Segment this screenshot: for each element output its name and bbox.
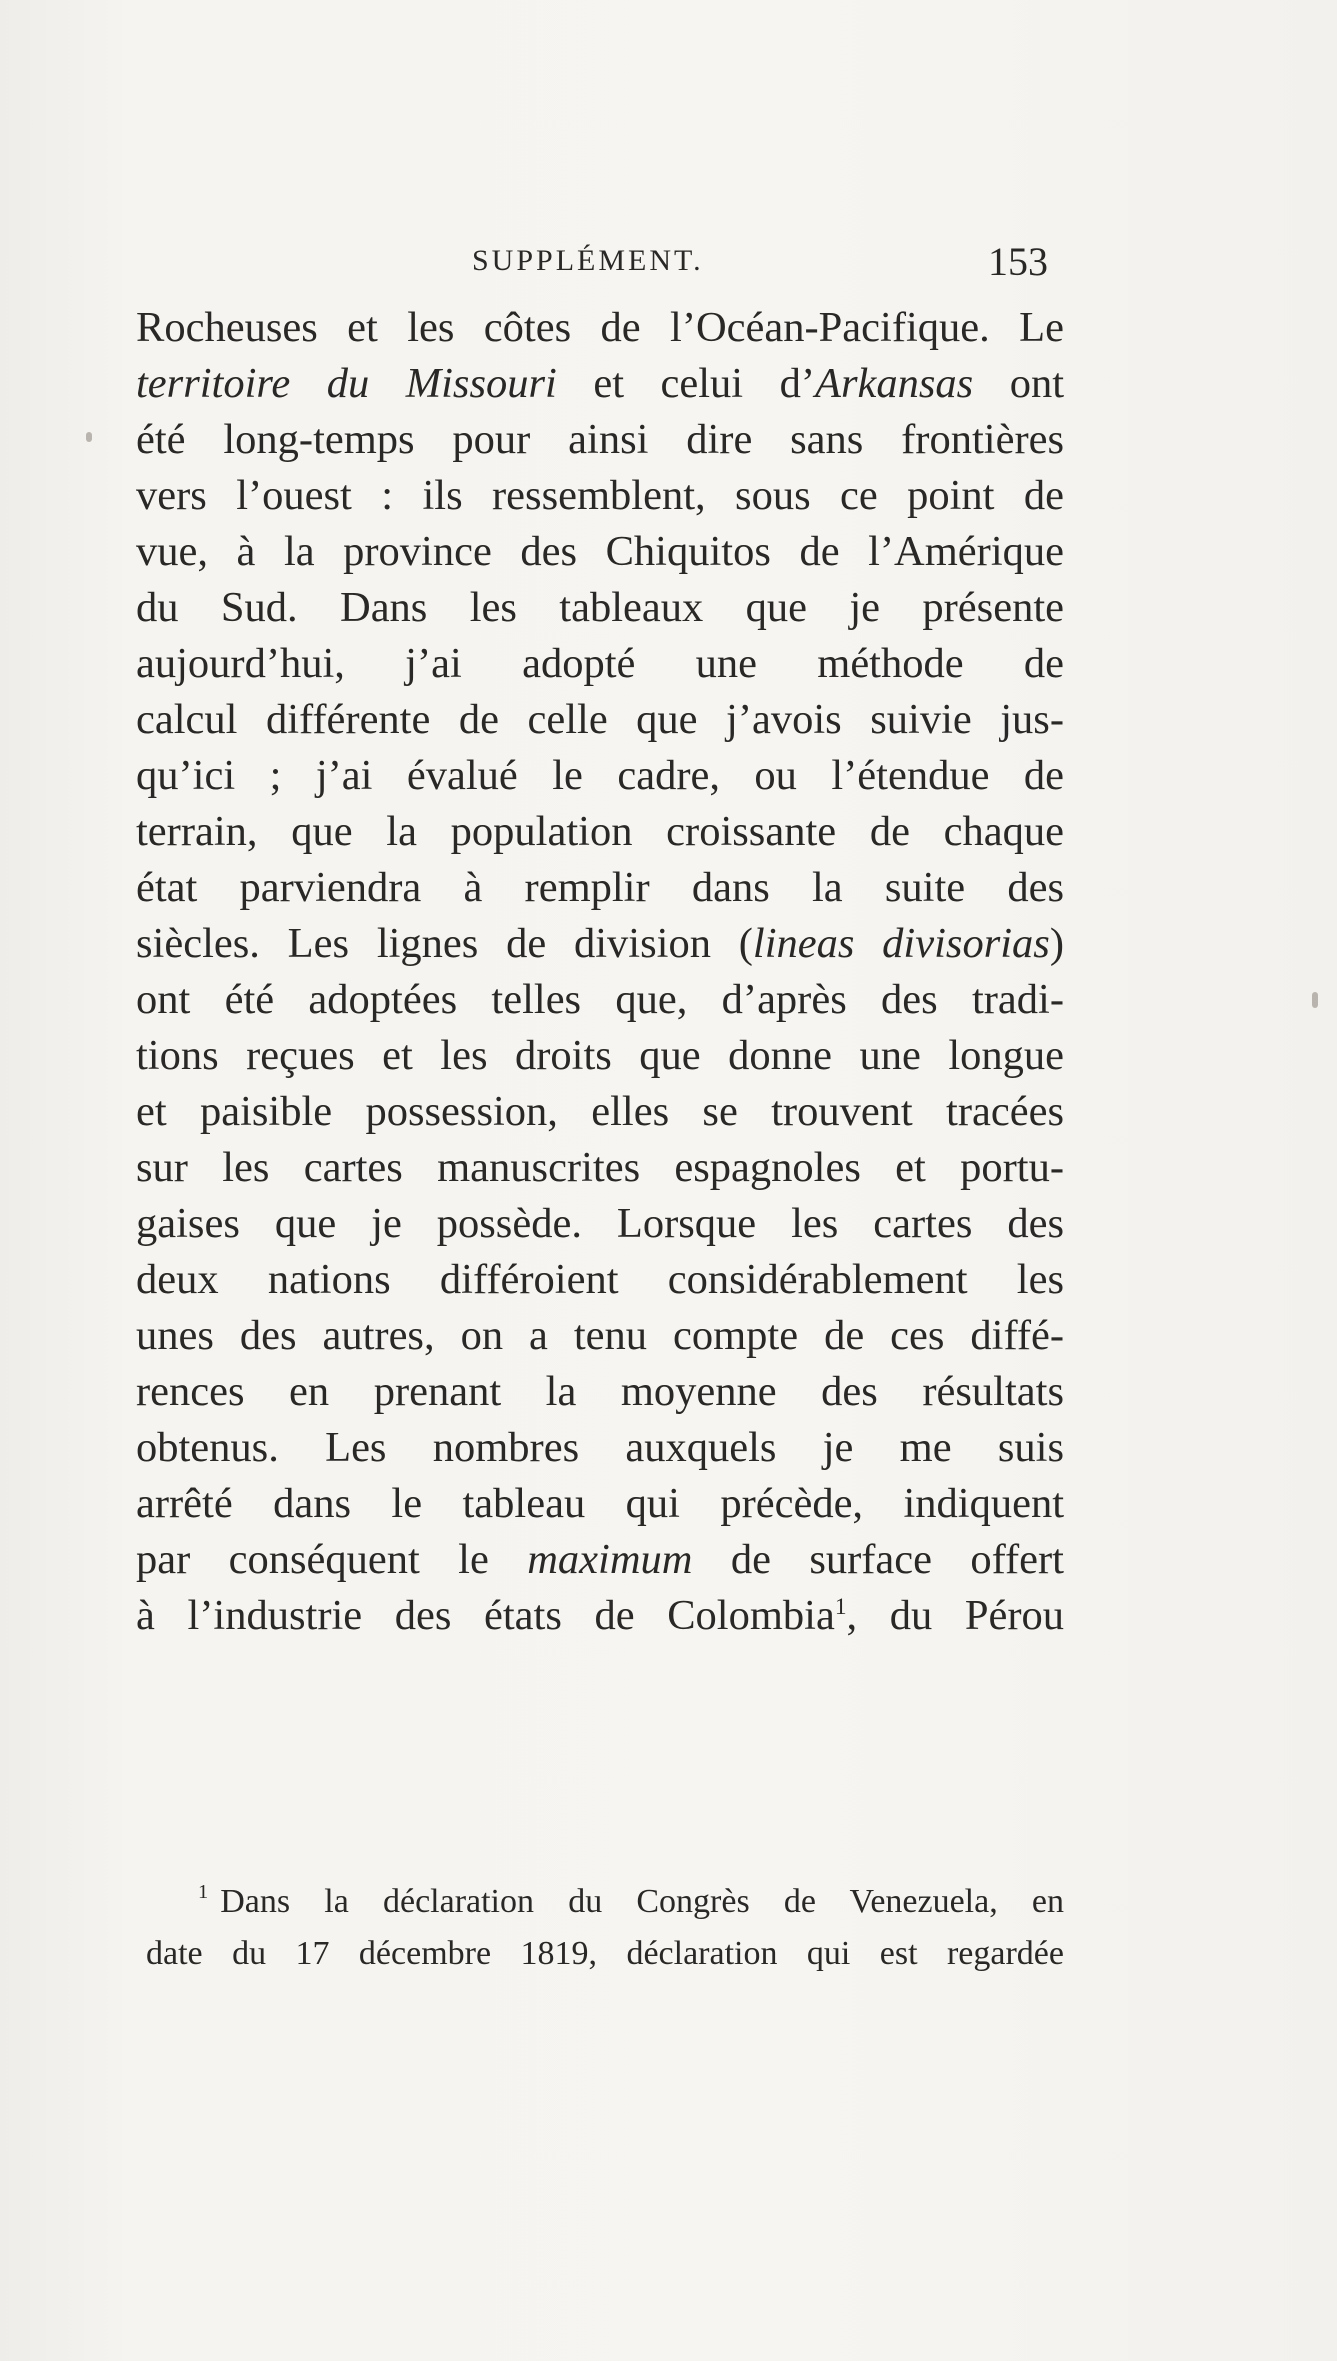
italic-text: maximum — [527, 1536, 693, 1583]
text-line: obtenus. Les nombres auxquels je me suis — [136, 1424, 1064, 1471]
footnote-line: $^1$ Dans la déclaration du Congrès de Venezuela, en — [198, 1880, 1064, 1920]
text-line: unes des autres, on a tenu compte de ces diffé- — [136, 1312, 1064, 1359]
footnote — [146, 1876, 1064, 1980]
text-line: du Sud. Dans les tableaux que je présente — [136, 584, 1064, 631]
body-text — [136, 300, 1064, 1644]
paper-speck — [1312, 992, 1318, 1008]
text-line: rences en prenant la moyenne des résultats — [136, 1368, 1064, 1415]
text-line: arrêté dans le tableau qui précède, indiquent — [136, 1480, 1064, 1527]
italic-text: territoire du Missouri — [136, 360, 557, 407]
paper-speck — [86, 432, 92, 442]
italic-text: lineas divisorias — [752, 920, 1050, 967]
footnote-mark: 1 — [198, 1880, 209, 1903]
text-line: vers l’ouest : ils ressemblent, sous ce point de — [136, 472, 1064, 519]
text-line: deux nations différoient considérablement les — [136, 1256, 1064, 1303]
text-line: Rocheuses et les côtes de l’Océan-Pacifique. Le — [136, 304, 1064, 351]
text-line: territoire du Missouri et celui d’Arkansas ont — [136, 360, 1065, 407]
italic-text: Arkansas — [815, 360, 974, 407]
text-line: tions reçues et les droits que donne une longue — [136, 1032, 1064, 1079]
text-line: à l’industrie des états de Colombia$^1$, du Pérou — [136, 1592, 1064, 1639]
running-head: SUPPLÉMENT. — [472, 244, 704, 277]
page-number: 153 — [988, 239, 1048, 284]
text-line: qu’ici ; j’ai évalué le cadre, ou l’étendue de — [136, 752, 1064, 799]
text-line: et paisible possession, elles se trouvent tracées — [136, 1088, 1064, 1135]
text-line: sur les cartes manuscrites espagnoles et portu- — [136, 1144, 1064, 1191]
footnote-reference: 1 — [834, 1593, 847, 1620]
text-line: siècles. Les lignes de division (lineas divisorias) — [136, 920, 1064, 967]
text-line: été long-temps pour ainsi dire sans frontières — [136, 416, 1064, 463]
text-line: ont été adoptées telles que, d’après des tradi- — [136, 976, 1064, 1023]
page-header — [0, 238, 1337, 288]
text-line: calcul différente de celle que j’avois suivie jus- — [136, 696, 1064, 743]
text-line: vue, à la province des Chiquitos de l’Amérique — [136, 528, 1064, 575]
text-line: par conséquent le maximum de surface offert — [136, 1536, 1064, 1583]
text-line: état parviendra à remplir dans la suite des — [136, 864, 1064, 911]
text-line: gaises que je possède. Lorsque les cartes des — [136, 1200, 1064, 1247]
footnote-line: date du 17 décembre 1819, déclaration qui est regardée — [146, 1935, 1064, 1972]
text-line: aujourd’hui, j’ai adopté une méthode de — [136, 640, 1064, 687]
text-line: terrain, que la population croissante de chaque — [136, 808, 1064, 855]
